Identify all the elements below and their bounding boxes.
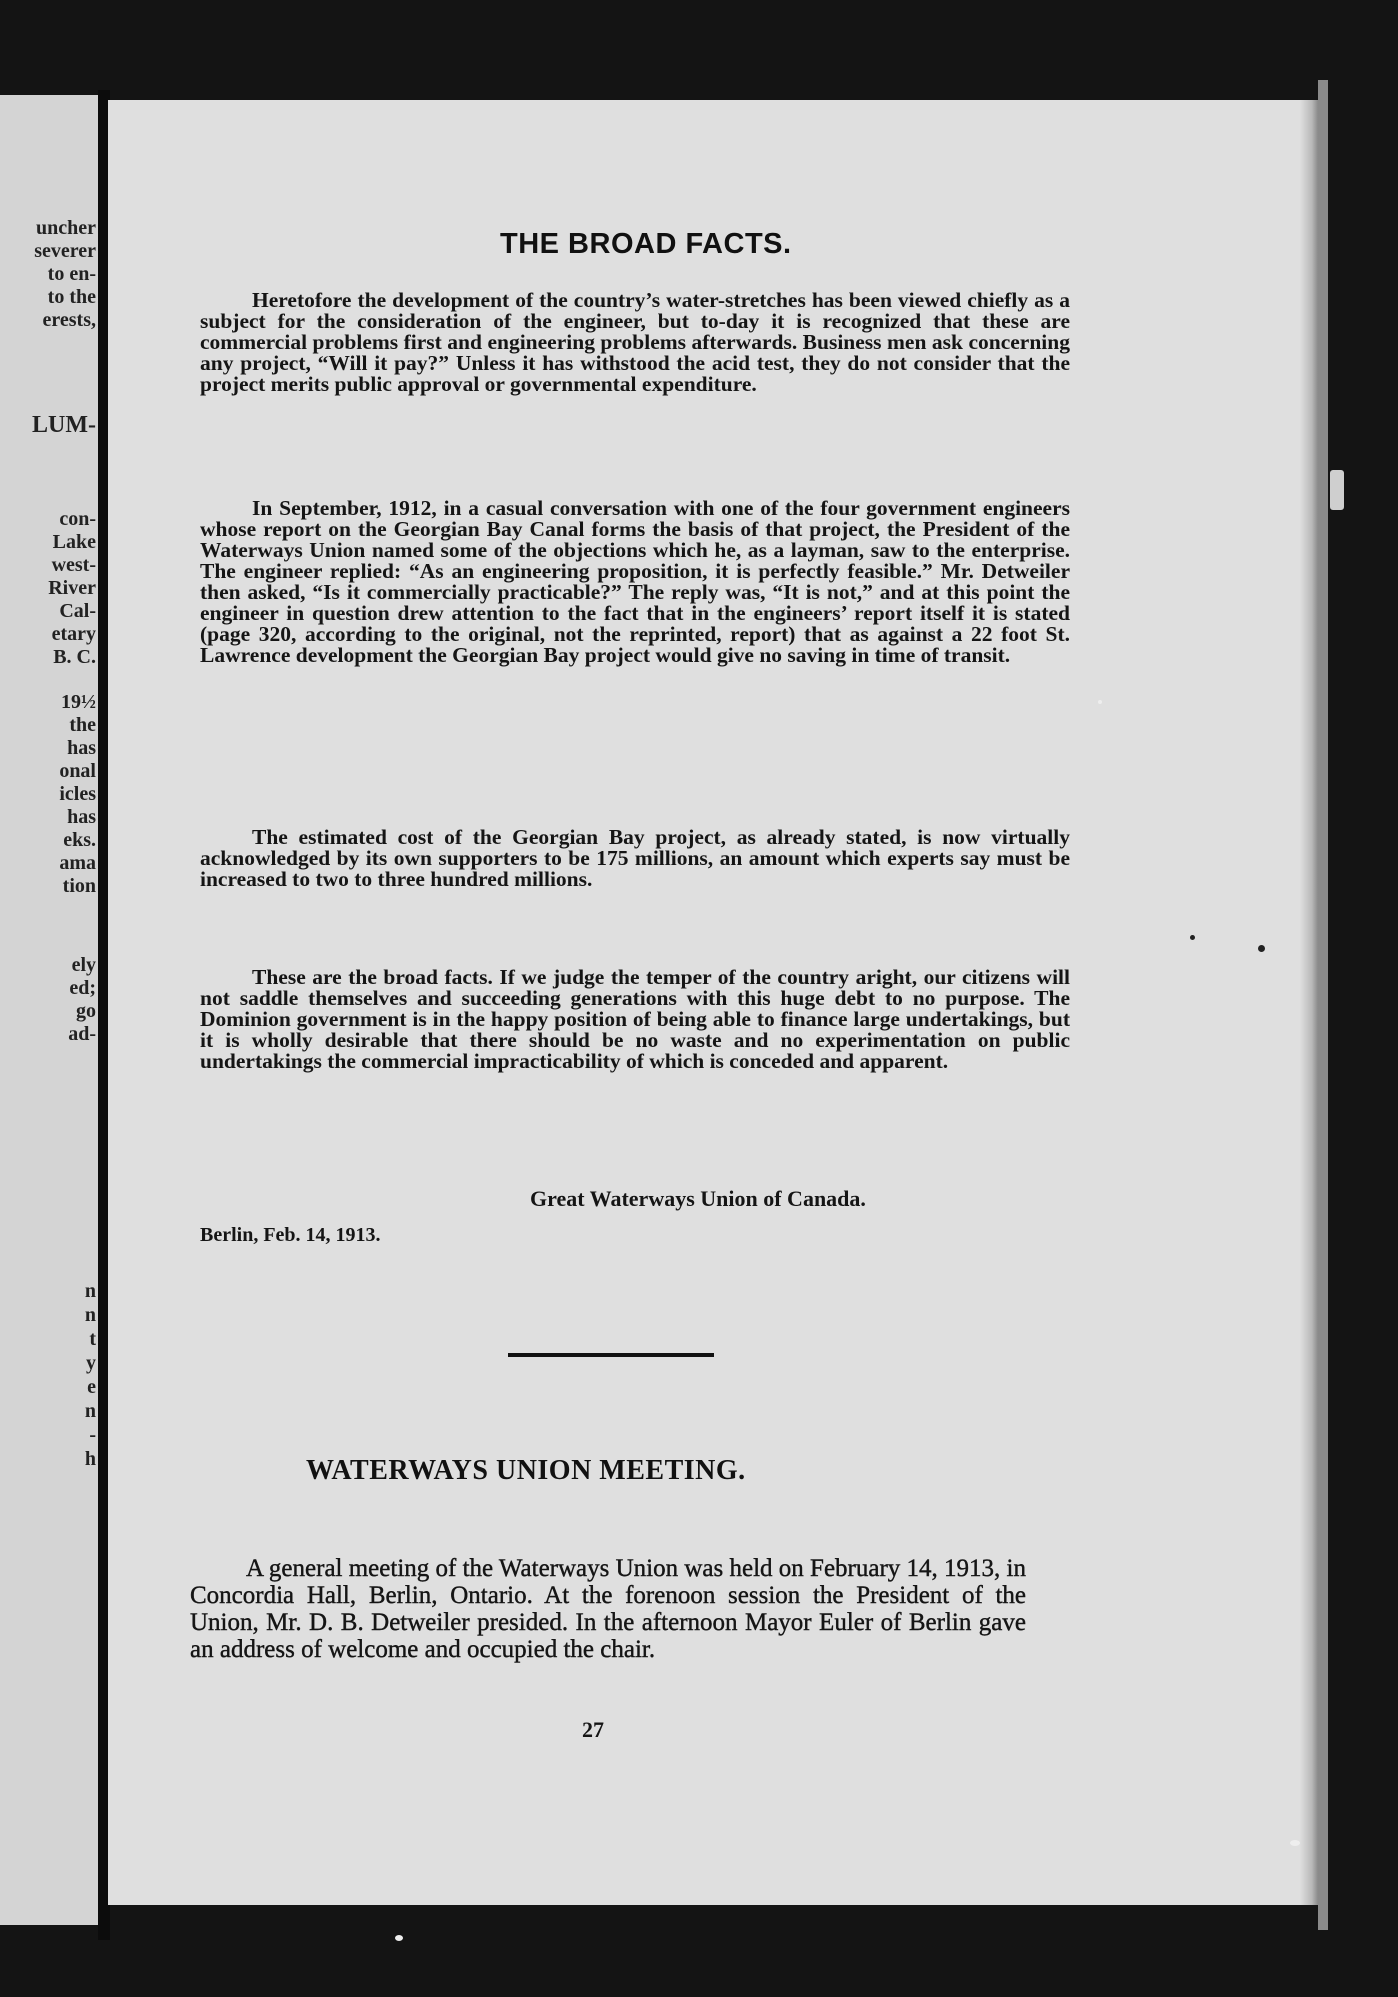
facing-page-text: has	[67, 737, 96, 759]
facing-page-text: etary	[51, 623, 96, 645]
facing-page-text: ed;	[69, 977, 96, 999]
page-title: THE BROAD FACTS.	[500, 228, 792, 260]
facing-page-text: Lake	[52, 531, 96, 553]
facing-page-text: River	[48, 577, 96, 599]
facing-page-text: Cal-	[59, 600, 96, 622]
facing-page-text: onal	[59, 760, 96, 782]
facing-page-text: ama	[59, 852, 96, 874]
signature-line: Great Waterways Union of Canada.	[530, 1186, 866, 1211]
page-edge	[1318, 80, 1328, 1930]
facing-page-text: severer	[34, 240, 96, 262]
facing-page-text: the	[69, 714, 96, 736]
facing-page-text: t	[89, 1328, 96, 1350]
section-title: WATERWAYS UNION MEETING.	[306, 1455, 746, 1486]
facing-page-text: con-	[59, 508, 96, 530]
facing-page-text: B. C.	[53, 646, 96, 668]
facing-page-text: e	[87, 1376, 96, 1398]
facing-page-text: icles	[59, 783, 96, 805]
facing-page-text: h	[84, 1448, 96, 1470]
facing-page-text: -	[89, 1424, 96, 1446]
body-paragraph: These are the broad facts. If we judge the temper of the country aright, our citizens will not saddle themselves and succeeding generations with this huge debt to no purpose. The Dominion government is in the happy position of being able to finance large undertakings, but it is wholly desirable that there should be no waste and no experimentation on public undertakings the commercial impracticability of which is conceded and apparent.	[200, 965, 1070, 1073]
scan-speck	[395, 1935, 403, 1941]
body-paragraph: In September, 1912, in a casual conversation with one of the four government engineers whose report on the Georgian Bay Canal forms the basis of that project, the President of the Waterways Union named some of the objections which he, as a layman, saw to the enterprise. The engineer replied: “As an engineering proposition, it is perfectly feasible.” Mr. Detweiler then asked, “Is it commercially practicable?” The reply was, “It is not,” and at this point the engineer in question drew attention to the fact that in the engineers’ report itself it is stated (page 320, according to the original, not the reprinted, report) that as against a 22 foot St. Lawrence development the Georgian Bay project would give no saving in time of transit.	[200, 496, 1070, 667]
torn-tab	[1330, 470, 1344, 510]
facing-page-text: ely	[71, 954, 96, 976]
facing-page-text: y	[86, 1352, 96, 1374]
page-edge-shadow	[1300, 100, 1320, 1905]
facing-page-text: n	[84, 1280, 96, 1302]
scan-speck	[1290, 1840, 1300, 1846]
facing-page-text: has	[67, 806, 96, 828]
scan-speck	[1190, 935, 1195, 940]
facing-page-text: uncher	[36, 217, 96, 239]
facing-page-text: LUM-	[32, 412, 96, 438]
body-paragraph: The estimated cost of the Georgian Bay project, as already stated, is now virtually acknowledged by its own supporters to be 175 millions, an amount which experts say must be increased to two to three hundred millions.	[200, 825, 1070, 891]
section-paragraph: A general meeting of the Waterways Union was held on February 14, 1913, in Concordia Hall, Berlin, Ontario. At the forenoon session the President of the Union, Mr. D. B. Detweiler presided. In the afternoon Mayor Euler of Berlin gave an address of welcome and occupied the chair.	[190, 1555, 1026, 1663]
facing-page-text: eks.	[63, 829, 96, 851]
facing-page-text: n	[84, 1400, 96, 1422]
facing-page-text: erests,	[42, 309, 96, 331]
page-number: 27	[582, 1717, 604, 1742]
section-divider	[508, 1353, 714, 1357]
facing-page-text: west-	[51, 554, 96, 576]
facing-page-fragment	[0, 95, 102, 1925]
facing-page-text: ad-	[68, 1023, 96, 1045]
facing-page-text: go	[76, 1000, 96, 1022]
facing-page-text: 19½	[61, 691, 96, 713]
scan-speck	[1258, 945, 1265, 952]
facing-page-text: n	[84, 1304, 96, 1326]
facing-page-text: to the	[47, 286, 96, 308]
scan-speck	[1098, 700, 1102, 704]
facing-page-text: tion	[62, 875, 96, 897]
body-paragraph: Heretofore the development of the country’s water-stretches has been viewed chiefly as a subject for the consideration of the engineer, but to-day it is recognized that these are commercial problems first and engineering problems afterwards. Business men ask concerning any project, “Will it pay?” Unless it has withstood the acid test, they do not consider that the project merits public approval or governmental expenditure.	[200, 288, 1070, 396]
document-page	[108, 100, 1318, 1905]
dateline: Berlin, Feb. 14, 1913.	[200, 1224, 381, 1246]
facing-page-text: to en-	[47, 263, 96, 285]
